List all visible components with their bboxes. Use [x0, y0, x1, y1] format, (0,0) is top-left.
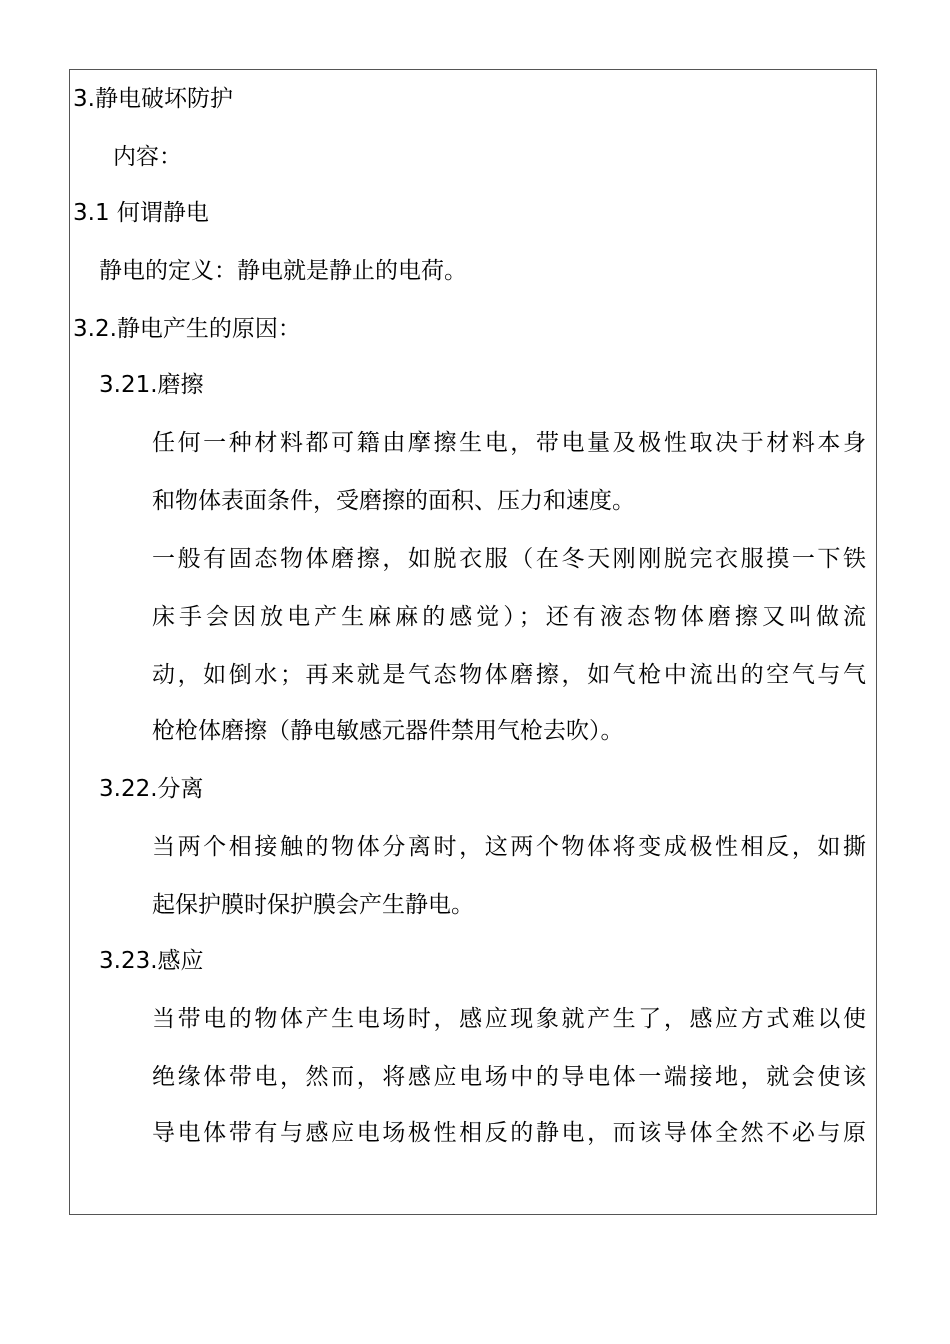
heading-3-21: 3.21.磨擦	[99, 372, 204, 398]
paragraph-line: 一般有固态物体磨擦，如脱衣服（在冬天刚刚脱完衣服摸一下铁	[152, 546, 866, 572]
paragraph-line: 和物体表面条件，受磨擦的面积、压力和速度。	[152, 488, 635, 514]
content-label: 内容：	[113, 144, 182, 170]
heading-3-22: 3.22.分离	[99, 776, 204, 802]
section-title: 3.静电破坏防护	[73, 86, 233, 112]
paragraph-line: 当带电的物体产生电场时，感应现象就产生了，感应方式难以使	[152, 1006, 866, 1032]
paragraph-line: 绝缘体带电，然而，将感应电场中的导电体一端接地，就会使该	[152, 1064, 866, 1090]
paragraph-line: 当两个相接触的物体分离时，这两个物体将变成极性相反，如撕	[152, 834, 866, 860]
paragraph-line: 起保护膜时保护膜会产生静电。	[152, 892, 474, 918]
paragraph-line: 动，如倒水；再来就是气态物体磨擦，如气枪中流出的空气与气	[152, 662, 866, 688]
paragraph-line: 枪枪体磨擦（静电敏感元器件禁用气枪去吹）。	[152, 718, 624, 744]
paragraph-line: 任何一种材料都可籍由摩擦生电，带电量及极性取决于材料本身	[152, 430, 866, 456]
document-frame	[69, 69, 877, 1215]
heading-3-1: 3.1 何谓静电	[73, 200, 209, 226]
heading-3-2: 3.2.静电产生的原因：	[73, 316, 301, 342]
paragraph-line: 导电体带有与感应电场极性相反的静电，而该导体全然不必与原	[152, 1120, 866, 1146]
paragraph-line: 床手会因放电产生麻麻的感觉）；还有液态物体磨擦又叫做流	[152, 604, 866, 630]
heading-3-23: 3.23.感应	[99, 948, 204, 974]
static-definition: 静电的定义：静电就是静止的电荷。	[99, 258, 467, 284]
